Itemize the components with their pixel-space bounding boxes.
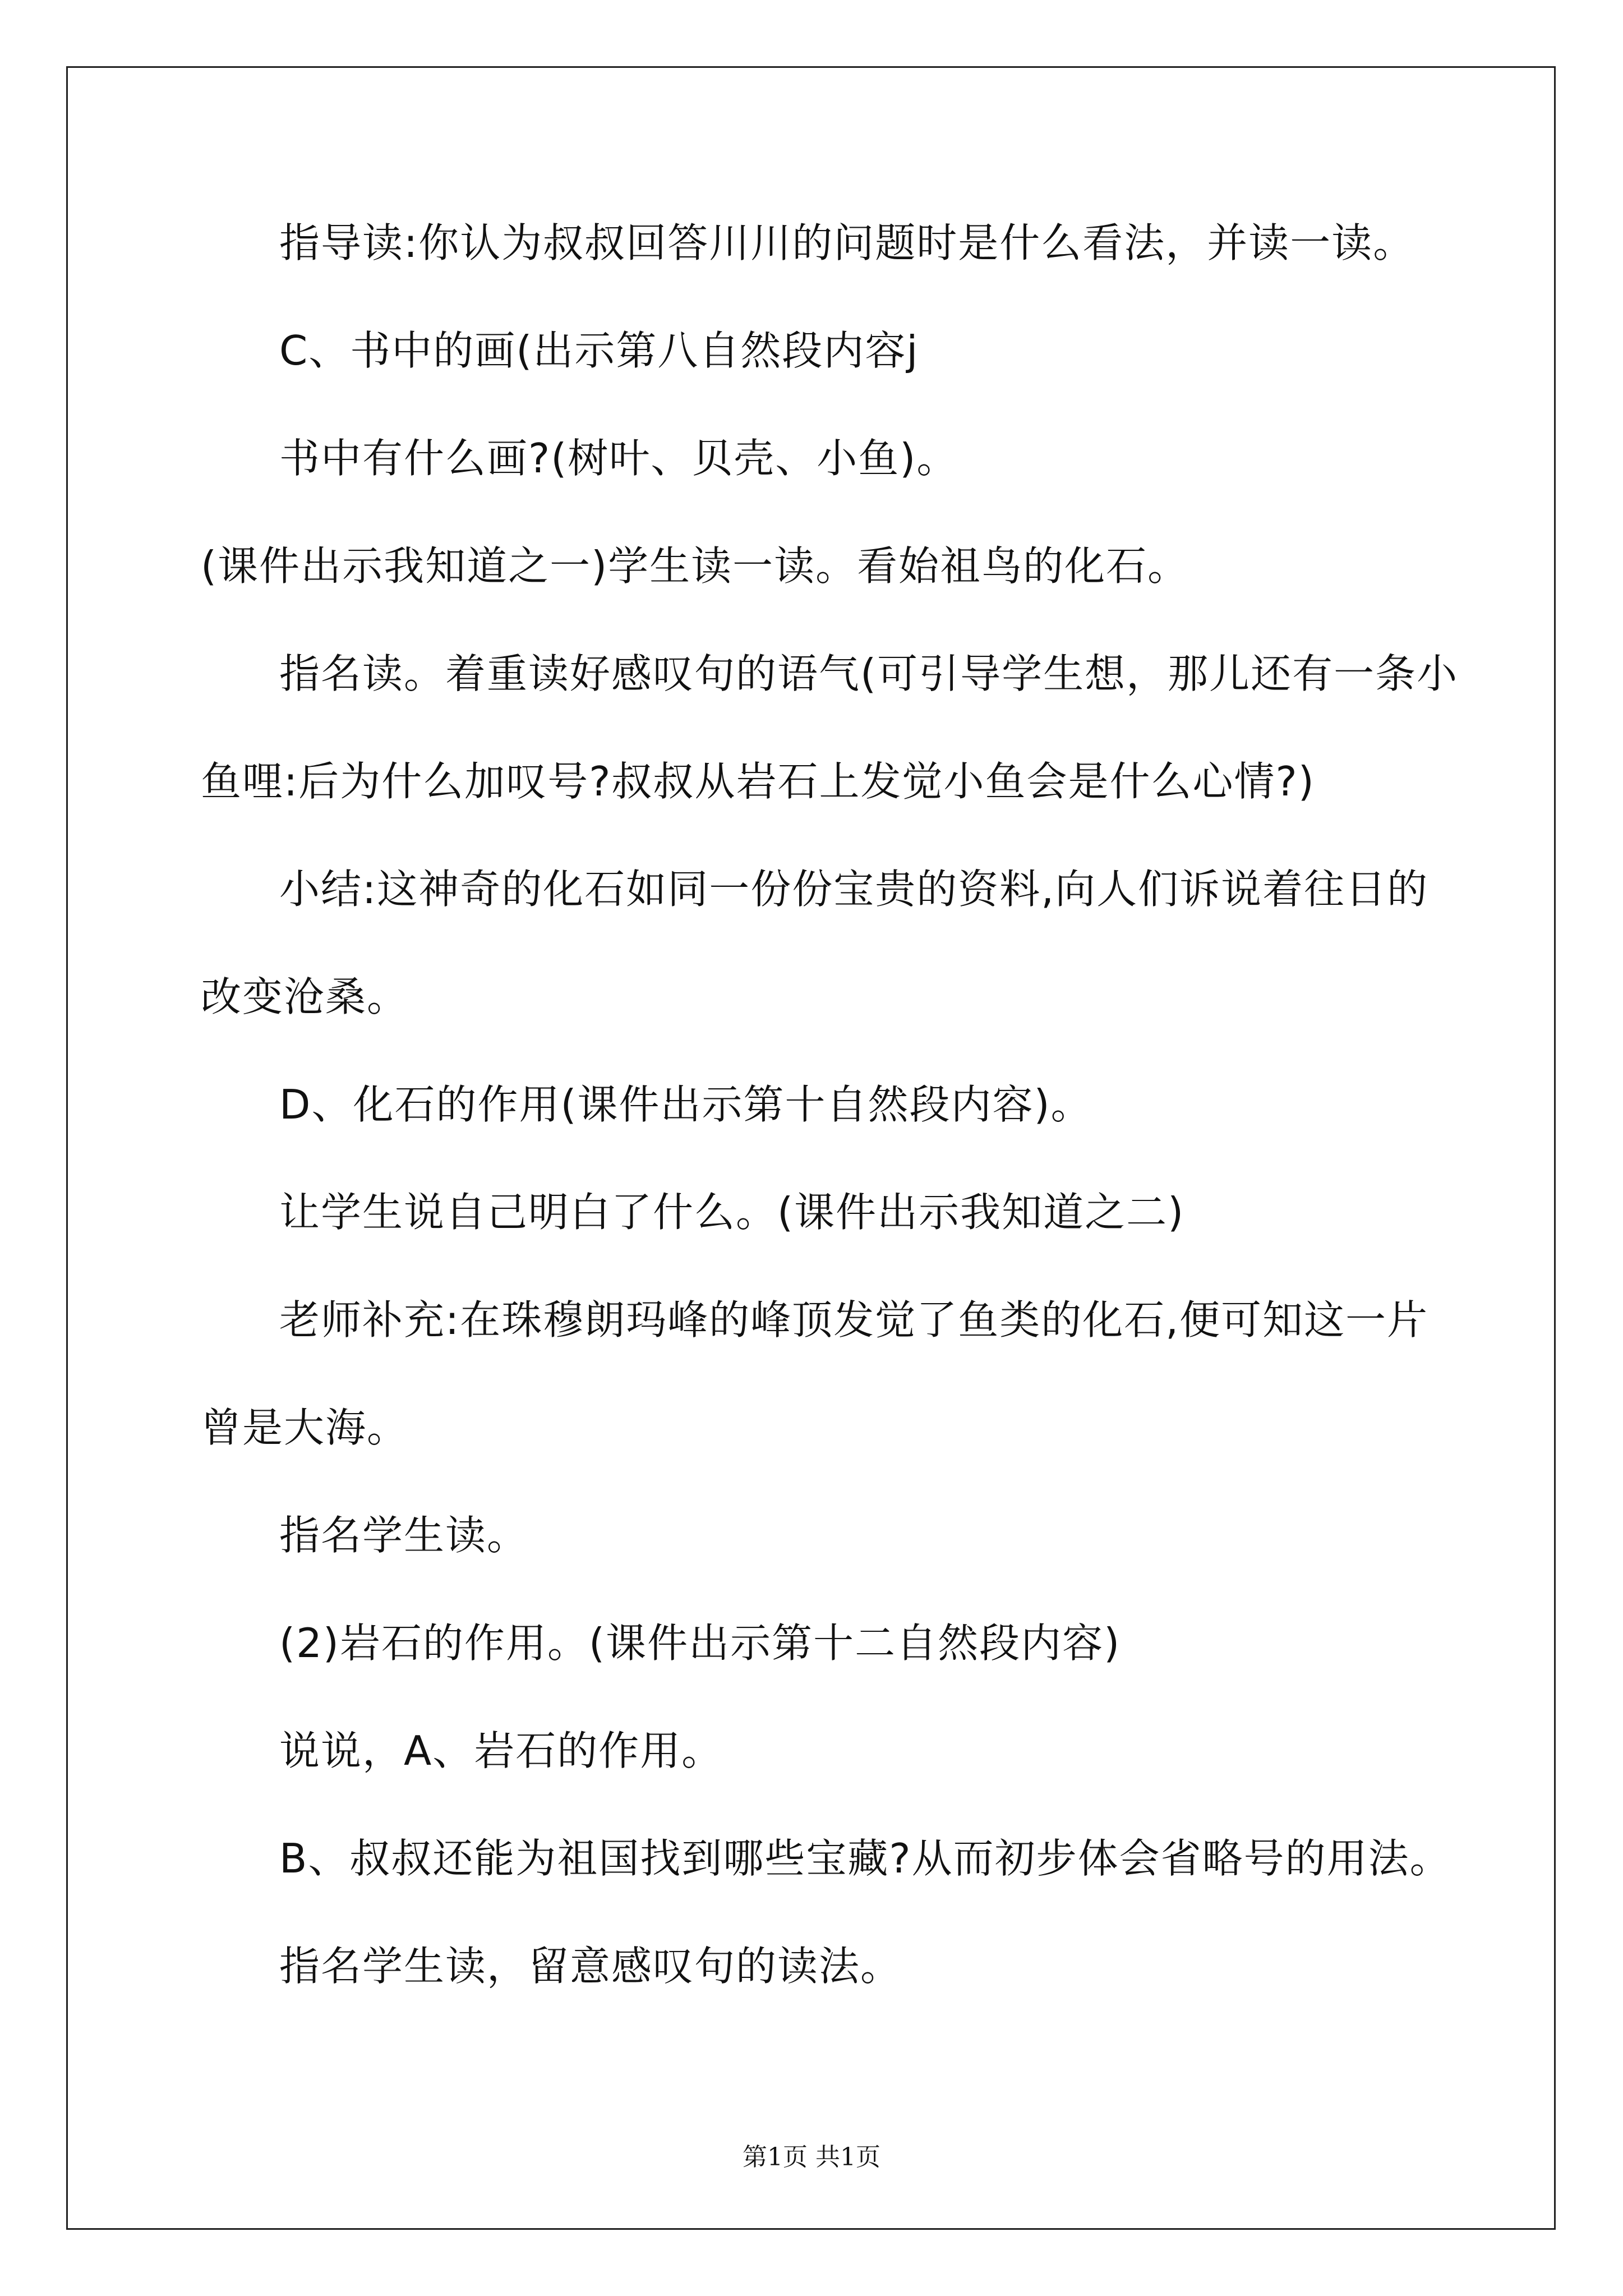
paragraph: 书中有什么画?(树叶、贝壳、小鱼)。 — [279, 435, 958, 482]
paragraph: 老师补充:在珠穆朗玛峰的峰顶发觉了鱼类的化石,便可知这一片 — [279, 1296, 1429, 1343]
paragraph-continuation: 鱼哩:后为什么加叹号?叔叔从岩石上发觉小鱼会是什么心情?) — [201, 758, 1315, 805]
paragraph: (课件出示我知道之一)学生读一读。看始祖鸟的化石。 — [201, 542, 1189, 590]
paragraph: 指名读。着重读好感叹句的语气(可引导学生想，那儿还有一条小 — [279, 650, 1459, 697]
document-body — [201, 216, 1459, 1993]
paragraph: 指导读:你认为叔叔回答川川的问题时是什么看法，并读一读。 — [279, 219, 1415, 266]
paragraph: (2)岩石的作用。(课件出示第十二自然段内容) — [279, 1619, 1121, 1667]
paragraph: 指名学生读，留意感叹句的读法。 — [279, 1943, 902, 1990]
page-number-footer: 第1页 共1页 — [743, 2143, 880, 2171]
paragraph-continuation: 改变沧桑。 — [201, 973, 409, 1020]
paragraph-continuation: 曾是大海。 — [201, 1404, 409, 1451]
paragraph: D、化石的作用(课件出示第十自然段内容)。 — [279, 1081, 1092, 1128]
paragraph: 指名学生读。 — [279, 1512, 529, 1559]
paragraph: 小结:这神奇的化石如同一份份宝贵的资料,向人们诉说着往日的 — [279, 866, 1429, 913]
paragraph: B、叔叔还能为祖国找到哪些宝藏?从而初步体会省略号的用法。 — [279, 1835, 1451, 1882]
paragraph: 说说，A、岩石的作用。 — [279, 1727, 723, 1774]
paragraph: 让学生说自己明白了什么。(课件出示我知道之二) — [279, 1189, 1185, 1236]
paragraph: C、书中的画(出示第八自然段内容j — [279, 327, 919, 374]
